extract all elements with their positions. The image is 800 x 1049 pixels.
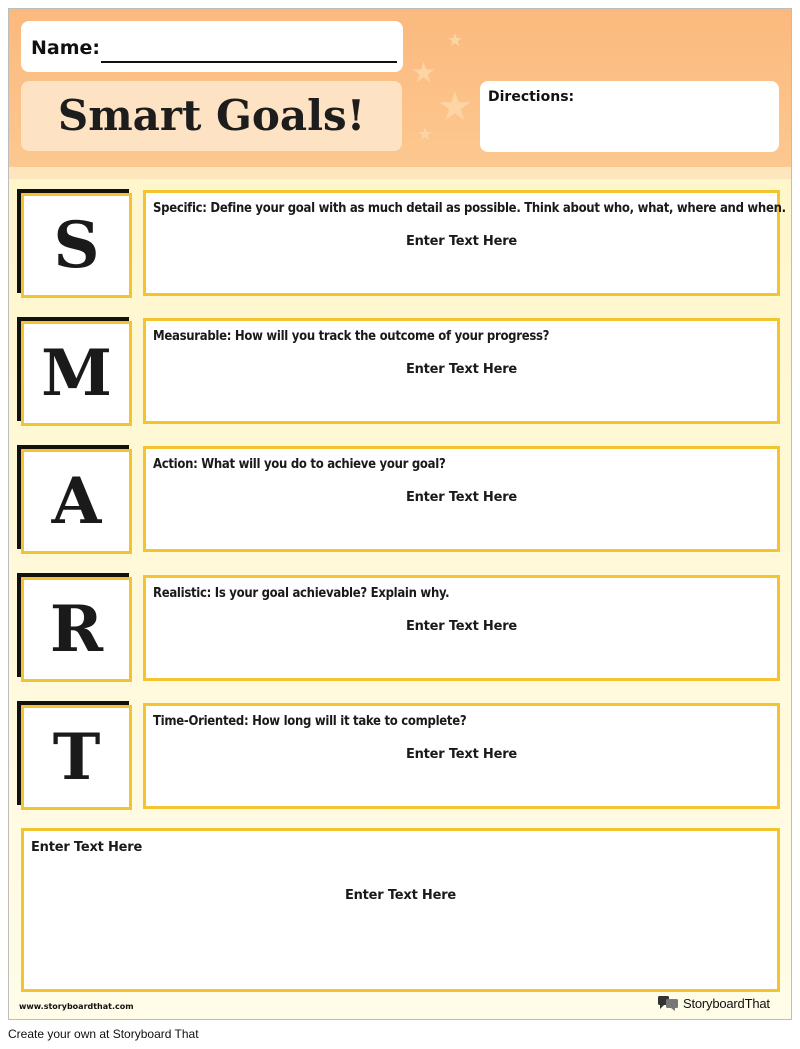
name-write-line — [101, 61, 397, 63]
letter-box — [21, 577, 132, 682]
star-icon: ★ — [411, 57, 437, 88]
page-title: Smart Goals! — [57, 91, 366, 140]
specific-text-box[interactable] — [143, 190, 786, 296]
notes-text-box[interactable] — [21, 828, 780, 992]
row-prompt: Realistic: Is your goal achievable? Explain why. — [153, 586, 450, 601]
header-strip — [9, 167, 791, 179]
letter-tile-t — [17, 701, 132, 810]
letter-tile-m — [17, 317, 132, 426]
brand-name: StoryboardThat — [683, 995, 770, 1011]
row-prompt: Action: What will you do to achieve your goal? — [153, 457, 446, 472]
row-prompt: Measurable: How will you track the outcome of your progress? — [153, 329, 550, 344]
letter-box — [21, 449, 132, 554]
worksheet-page — [8, 8, 792, 1020]
star-icon: ★ — [437, 85, 473, 129]
letter-char: S — [53, 208, 100, 283]
footer-caption[interactable]: Create your own at Storyboard That — [8, 1027, 199, 1041]
measurable-text-box[interactable] — [143, 318, 780, 424]
row-prompt: Specific: Define your goal with as much detail as possible. Think about who, what, where and when. — [153, 201, 786, 216]
directions-field[interactable] — [480, 81, 779, 152]
action-text-box[interactable] — [143, 446, 780, 552]
site-url: www.storyboardthat.com — [19, 1002, 134, 1011]
letter-char: A — [51, 464, 102, 539]
star-icon: ★ — [417, 124, 434, 144]
letter-tile-r — [17, 573, 132, 682]
letter-char: T — [52, 720, 101, 795]
notes-heading: Enter Text Here — [31, 840, 143, 855]
title-banner — [21, 81, 402, 151]
directions-label: Directions: — [488, 89, 575, 105]
name-label: Name: — [31, 37, 101, 59]
letter-box — [21, 193, 132, 298]
row-placeholder: Enter Text Here — [405, 619, 518, 634]
star-icon: ★ — [447, 30, 464, 50]
letter-box — [21, 321, 132, 426]
storyboard-that-logo-icon — [657, 994, 679, 1012]
letter-box — [21, 705, 132, 810]
brand-logo[interactable] — [657, 994, 770, 1012]
letter-tile-s — [17, 189, 132, 298]
time-oriented-text-box[interactable] — [143, 703, 780, 809]
letter-tile-a — [17, 445, 132, 554]
letter-char: R — [49, 592, 104, 667]
row-prompt: Time-Oriented: How long will it take to complete? — [153, 714, 467, 729]
row-placeholder: Enter Text Here — [405, 747, 518, 762]
name-field[interactable] — [21, 21, 403, 72]
letter-char: M — [41, 336, 112, 411]
notes-placeholder: Enter Text Here — [344, 888, 457, 903]
realistic-text-box[interactable] — [143, 575, 780, 681]
row-placeholder: Enter Text Here — [405, 490, 518, 505]
row-placeholder: Enter Text Here — [405, 362, 518, 377]
row-placeholder: Enter Text Here — [405, 234, 518, 249]
